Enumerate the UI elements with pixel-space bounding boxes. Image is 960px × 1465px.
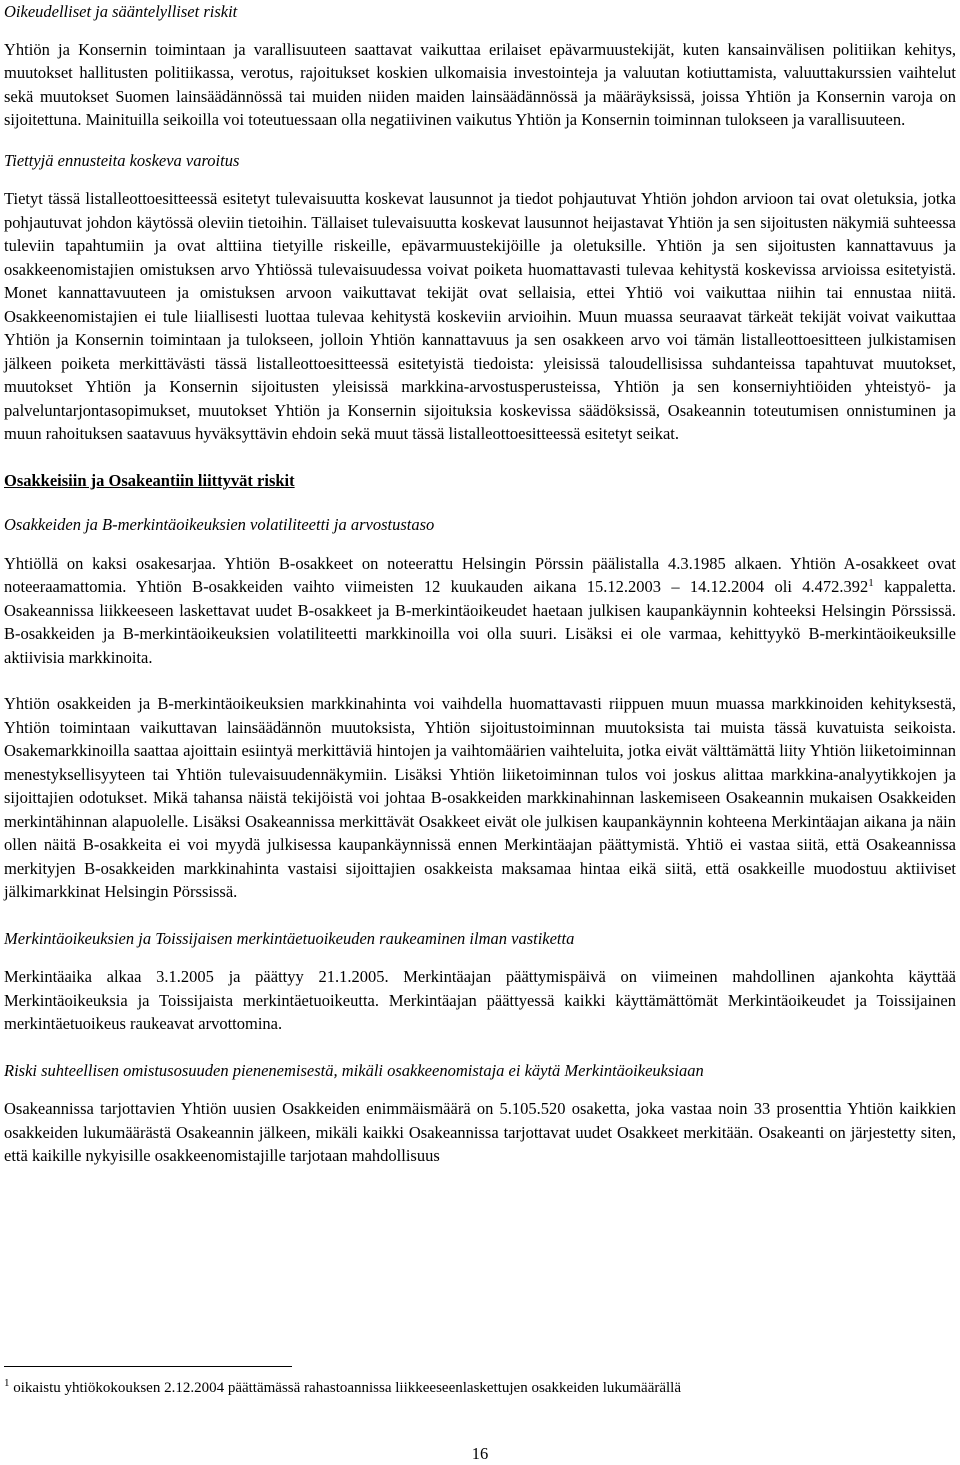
section-heading-volatility: Osakkeiden ja B-merkintäoikeuksien volatiliteetti ja arvostustaso [4,515,435,534]
paragraph-volatility-1-text-a: Yhtiöllä on kaksi osakesarjaa. Yhtiön B-osakkeet on noteerattu Helsingin Pörssin päälistalla 4.3.1985 alkaen. Yhtiön A-osakkeet ovat noteeraamattomia. Yhtiön B-osakkeiden vaihto viimeisten 12 kuukauden aikana 15.12.2003 – 14.12.2004 oli 4.472.392 [4,553,956,596]
page-number: 16 [471,1444,489,1463]
main-heading-share-risks: Osakkeisiin ja Osakeantiin liittyvät riskit [4,470,295,490]
page-body [4,0,956,1168]
footnote-divider [4,1366,292,1367]
paragraph-volatility-1 [4,552,956,670]
paragraph-subscription-rights: Merkintäaika alkaa 3.1.2005 ja päättyy 21.1.2005. Merkintäajan päättymispäivä on viimeinen mahdollinen ajankohta käyttää Merkintäoikeuksia ja Toissijaista merkintäetuoikeutta. Merkintäajan päättyessä kaikki käyttämättömät Merkintäoikeudet ja Toissijainen merkintäetuoikeus raukeavat arvottomina. [4,967,956,1033]
footnote [4,1378,956,1398]
footnote-text: oikaistu yhtiökokouksen 2.12.2004 päättämässä rahastoannissa liikkeeseenlaskettujen osakkeiden lukumäärällä [9,1380,681,1396]
footnote-marker: 1 [4,1377,10,1389]
paragraph-volatility-1-text-b: kappaletta. Osakeannissa liikkeeseen laskettavat uudet B-osakkeet ja B-merkintäoikeudet haetaan julkisen kaupankäynnin kohteeksi Helsingin Pörssissä. B-osakkeiden ja B-merkintäoikeuksien volatiliteetti markkinoilla voi olla suuri. Lisäksi ei ole varmaa, kehittyykö B-merkintäoikeuksille aktiivisia markkinoita. [4,577,956,667]
paragraph-dilution: Osakeannissa tarjottavien Yhtiön uusien Osakkeiden enimmäismäärä on 5.105.520 osaketta, joka vastaa noin 33 prosenttia Yhtiön kaikkien osakkeiden lukumäärästä Osakeannin jälkeen, mikäli kaikki Osakeannissa tarjottavat uudet Osakkeet merkitään. Osakeanti on järjestetty siten, että kaikille nykyisille osakkeenomistajille tarjotaan mahdollisuus [4,1099,956,1165]
paragraph-legal-risks: Yhtiön ja Konsernin toimintaan ja varallisuuteen saattavat vaikuttaa erilaiset epävarmuustekijät, kuten kansainvälisen politiikan kehitys, muutokset hallitusten politiikassa, verotus, rajoitukset koskien ulkomaisia investointeja ja valuutan kotiuttamista, valuuttakurssien vaihtelut sekä muutokset Suomen lainsäädännössä tai muiden niiden maiden lainsäädännössä ja määräyksissä, joissa Yhtiön ja Konsernin varoja on sijoitettuna. Mainituilla seikoilla voi toteutuessaan olla negatiivinen vaikutus Yhtiön ja Konsernin toiminnan tulokseen ja varallisuuteen. [4,39,956,129]
section-heading-forecast-warning: Tiettyjä ennusteita koskeva varoitus [4,150,240,170]
footnote-reference: 1 [868,577,874,589]
section-heading-dilution: Riski suhteellisen omistusosuuden pienenemisestä, mikäli osakkeenomistaja ei käytä Merkintäoikeuksiaan [4,1060,704,1080]
paragraph-volatility-2: Yhtiön osakkeiden ja B-merkintäoikeuksien markkinahinta voi vaihdella huomattavasti riippuen muun muassa markkinoiden kehityksestä, Yhtiön toimintaan vaikuttavan lainsäädännön muutoksista, Yhtiön sijoitustoiminnan muutoksista tai muista tässä kuvatuista seikoista. Osakemarkkinoilla saattaa ajoittain esiintyä merkittäviä hintojen ja vaihtomäärien vaihteluita, jotka eivät välttämättä liity Yhtiön liiketoiminnan menestyksellisyyteen tai Yhtiön tulevaisuudennäkymiin. Lisäksi Yhtiön liiketoiminnan tulos voi joskus alittaa markkina-analyytikkojen ja sijoittajien odotukset. Mikä tahansa näistä tekijöistä voi johtaa B-osakkeiden markkinahinnan laskemiseen Osakeannin mukaisen Osakkeiden merkintähinnan alapuolelle. Lisäksi Osakeannissa merkittävät Osakkeet eivät ole julkisen kaupankäynnin kohteena Merkintäajan aikana ja näin ollen näitä B-osakkeita ei voi myydä julkisessa kaupankäynnissä ennen Merkintäajan päättymistä. Yhtiö ei vastaa siitä, että Osakeannissa merkityjen B-osakkeiden markkinahinta vastaisi sijoittajien osakkeista maksamaa hintaa eikä siitä, että osakkeille muodostuu aktiiviset jälkimarkkinat Helsingin Pörssissä. [4,694,956,901]
section-heading-subscription-rights: Merkintäoikeuksien ja Toissijaisen merkintäetuoikeuden raukeaminen ilman vastiketta [4,928,575,948]
paragraph-forecast-warning: Tietyt tässä listalleottoesitteessä esitetyt tulevaisuutta koskevat lausunnot ja tiedot pohjautuvat Yhtiön johdon arvioon tai ovat oletuksia, jotka pohjautuvat johdon käytössä oleviin tietoihin. Tällaiset tulevaisuutta koskevat lausunnot heijastavat Yhtiön ja sen sijoitusten näkymiä suhteessa tuleviin tapahtumiin ja ovat alttiina tietyille riskeille, epävarmuustekijöille ja oletuksille. Yhtiön ja sen sijoitusten kannattavuus ja osakkeenomistajien omistuksen arvo Yhtiössä tulevaisuudessa voivat poiketa huomattavasti tulevaa kehitystä koskevissa arvioissa esitetyistä. Monet kannattavuuteen ja omistuksen arvoon vaikuttavat tekijät ovat sellaisia, ettei Yhtiö voi vaikuttaa niihin tai ennustaa niitä. Osakkeenomistajien ei tule liiallisesti luottaa tulevaa kehitystä koskeviin arvioihin. Muun muassa seuraavat tärkeät tekijät voivat vaikuttaa Yhtiön ja Konsernin toimintaan ja tulokseen, jolloin Yhtiön kannattavuus ja sen osakkeen arvo voi tämän listalleottoesitteen julkistamisen jälkeen poiketa merkittävästi tässä listalleottoesitteessä esitetyistä tiedoista: yleisissä taloudellisissa suhdanteissa tapahtuvat muutokset, muutokset Yhtiön ja Konsernin sijoitusten yleisissä markkina-arvostusperusteissa, Yhtiön ja sen konserniyhtiöiden yhteistyö- ja palveluntarjontasopimukset, muutokset Yhtiön ja Konsernin sijoituksia koskevissa säädöksissä, Osakeannin toteutumisen onnistuminen ja muun rahoituksen saatavuus hyväksyttävin ehdoin sekä muut tässä listalleottoesitteessä esitetyt seikat. [4,189,956,443]
section-heading-legal-risks: Oikeudelliset ja sääntelylliset riskit [4,2,238,21]
